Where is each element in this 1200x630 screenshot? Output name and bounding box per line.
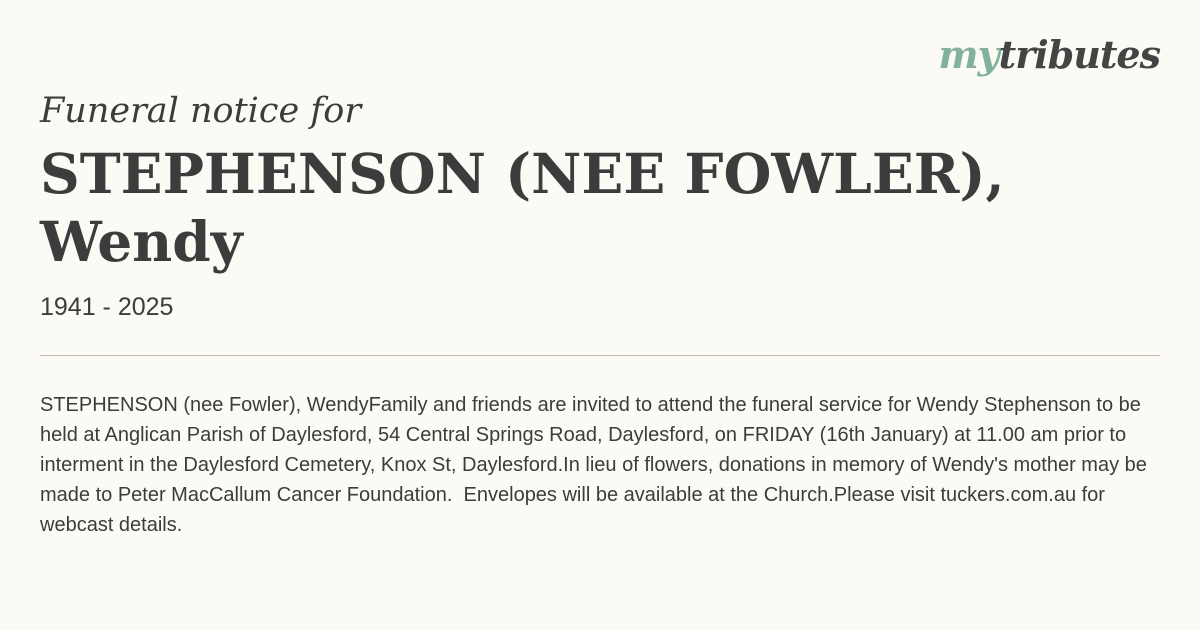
mytributes-logo[interactable] — [938, 32, 1160, 77]
notice-kicker: Funeral notice for — [40, 91, 362, 131]
deceased-name — [40, 140, 1040, 276]
logo-my-text: my — [938, 32, 999, 77]
notice-body: STEPHENSON (nee Fowler), WendyFamily and friends are invited to attend the funeral service for Wendy Stephenson to be held at Anglican Parish of Daylesford, 54 Central Springs Road, Daylesford, on FRIDAY (16th January) at 11.00 am prior to interment in the Daylesford Cemetery, Knox St, Daylesford.In lieu of flowers, donations in memory of Wendy's mother may be made to Peter MacCallum Cancer Foundation. Envelopes will be available at the Church.Please visit tuckers.com.au for webcast details. — [40, 394, 1153, 536]
deceased-name-line2: Wendy — [40, 209, 243, 274]
logo-tributes-text: tributes — [998, 32, 1160, 77]
deceased-name-line1: STEPHENSON (NEE FOWLER), — [40, 141, 1005, 206]
life-years: 1941 - 2025 — [40, 293, 174, 321]
section-divider — [40, 355, 1160, 356]
